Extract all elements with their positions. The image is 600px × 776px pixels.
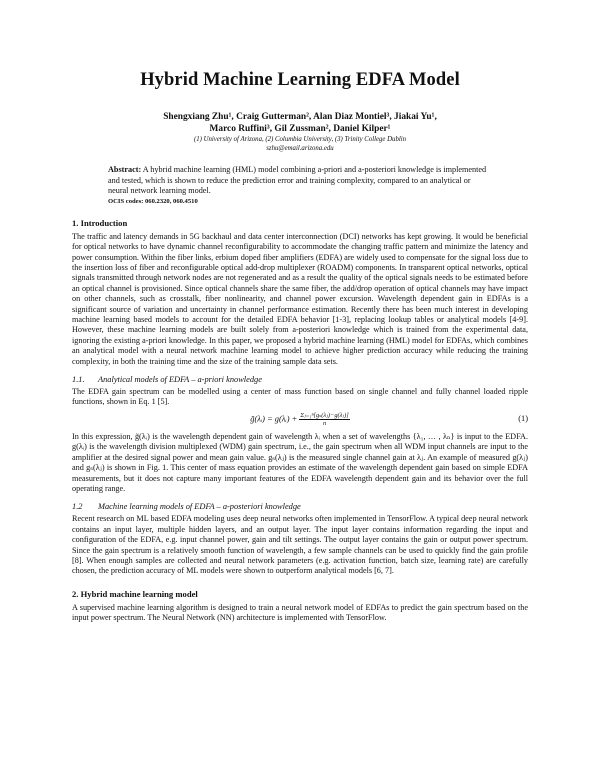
- equation-1-denominator: n: [322, 419, 327, 427]
- authors-line-1: Shengxiang Zhu¹, Craig Gutterman², Alan Diaz Montiel³, Jiakai Yu¹,: [163, 112, 437, 122]
- section-2-paragraph: A supervised machine learning algorithm is designed to train a neural network model of EDFAs to predict the gain spectrum based on the input power spectrum. The Neural Network (NN) architecture is implemented with TensorFlow.: [72, 602, 528, 623]
- abstract-text: A hybrid machine learning (HML) model combining a-priori and a-posteriori knowledge is implemented and tested, which is shown to reduce the prediction error and training complexity, compared to an analytical or neural network learning model.: [108, 165, 487, 196]
- subsection-1-2-paragraph: Recent research on ML based EDFA modeling uses deep neural networks often implemented in TensorFlow. A typical deep neural network contains an input layer, multiple hidden layers, and an output layer. The input layer contains information regarding the input and configuration of the EDFA, e.g. input channel power, gain and tilt settings. The output layer contains the gain or output power spectrum. Since the gain spectrum is a relatively smooth function of wavelength, a few sample channels can be used to quickly find the gain profile [8]. When enough samples are collected and neural network parameters (e.g. activation function, batch size, learning rate) are carefully chosen, the prediction accuracy of ML models were shown to outperform analytical models [6, 7].: [72, 514, 528, 576]
- section-2-heading: 2. Hybrid machine learning model: [72, 588, 198, 599]
- affiliations: (1) University of Arizona, (2) Columbia University, (3) Trinity College Dublin: [193, 136, 407, 143]
- ocis-codes: OCIS codes: 060.2320, 060.4510: [108, 197, 198, 205]
- subsection-1-1-title: Analytical models of EDFA – a-priori knowledge: [98, 375, 262, 385]
- abstract-label: Abstract:: [108, 165, 142, 174]
- subsection-1-2-title: Machine learning models of EDFA – a-posteriori knowledge: [98, 502, 301, 512]
- equation-1-lhs: g̃(λᵢ) = g(λᵢ) +: [250, 414, 298, 424]
- equation-1-fraction: [299, 412, 349, 427]
- subsection-1-1-heading: [72, 375, 528, 384]
- subsection-1-1-number: 1.1.: [72, 375, 85, 385]
- paper-title: Hybrid Machine Learning EDFA Model: [140, 70, 460, 90]
- author-email: szhu@email.arizona.edu: [266, 145, 334, 152]
- subsection-1-2-heading: [72, 502, 528, 511]
- authors-line-2: Marco Ruffini³, Gil Zussman², Daniel Kilper¹: [209, 124, 391, 134]
- equation-1-numerator: Σⱼ₌₁ⁿ[gₛ(λⱼ)−g(λⱼ)]: [300, 411, 349, 419]
- equation-1-body: [72, 412, 528, 427]
- section-1-paragraph: The traffic and latency demands in 5G backhaul and data center interconnection (DCI) networks has kept growing. It would be beneficial for optical networks to have dynamic channel reconfigurability to accommodate the changing traffic pattern and minimize the latency and power consumption. Within the fiber links, erbium doped fiber amplifiers (EDFA) are widely used to compensate for the signal loss due to the insertion loss of fiber and reconfigurable optical add-drop multiplexer (ROADM) components. In transparent optical networks, optical signals transmitted through network nodes are not regenerated and as a result the quality of the optical signals needs to be estimated before an optical channel is provisioned. Since optical channels share the same fiber, the add/drop operation of optical channels may have impact on other channels, such as crosstalk, fiber nonlinearity, and channel power excursion. Wavelength dependent gain in EDFAs is a significant source of variation and uncertainty in channel performance estimation. Recently there has been much interest in developing machine learning based models to account for the detailed EDFA behavior [1-3], replacing lookup tables or analytical models [4-9]. However, these machine learning models are built solely from a-posteriori knowledge which is trained from the experimental data, ignoring the existing a-priori knowledge. In this paper, we proposed a hybrid machine learning (HML) model for EDFAs, which combines an analytical model with a neural network machine learning model to achieve higher prediction accuracy while reducing the training complexity, in both the training time and the size of the training sample data sets.: [72, 231, 528, 366]
- subsection-1-2-number: 1.2: [72, 502, 83, 512]
- section-1-heading: 1. Introduction: [72, 217, 128, 228]
- abstract: [108, 165, 492, 197]
- subsection-1-1-paragraph-1: The EDFA gain spectrum can be modelled using a center of mass function based on single channel and fully channel loaded ripple functions, shown in Eq. 1 [5].: [72, 387, 528, 407]
- equation-1: [72, 412, 528, 428]
- equation-1-number: (1): [518, 413, 528, 423]
- subsection-1-1-paragraph-2: In this expression, g̃(λᵢ) is the wavelength dependent gain of wavelength λᵢ when a set of wavelengths {λ₁, … , λₙ} is input to the EDFA. g(λᵢ) is the wavelength division multiplexed (WDM) gain spectrum, i.e., the gain spectrum when all WDM input channels are input to the amplifier at the desired signal power and mean gain value. gₛ(λⱼ) is the measured single channel gain at λⱼ. An example of measured g(λⱼ) and gₛ(λⱼ) is shown in Fig. 1. This center of mass equation provides an estimate of the wavelength dependent gain based on simple EDFA measurements, but it does not capture many important features of the EDFA wavelength dependent gain and its behavior over the full operating range.: [72, 431, 528, 493]
